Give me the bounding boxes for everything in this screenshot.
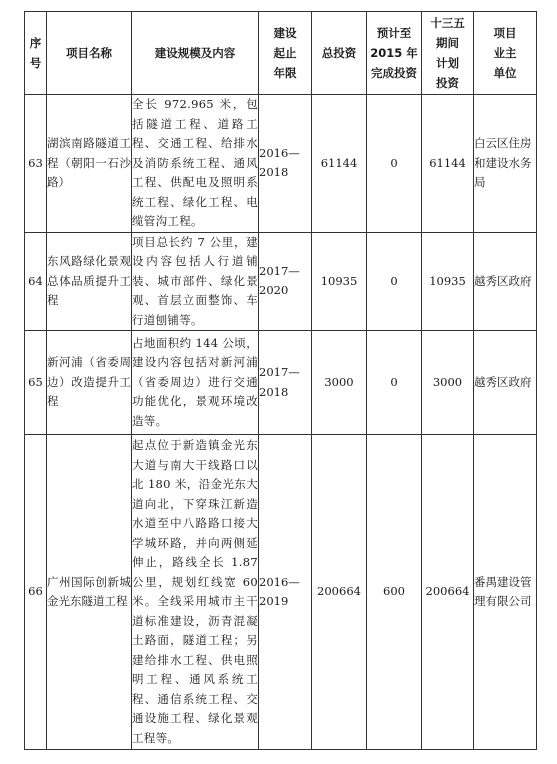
row-plan135: 10935 [422,232,474,331]
row-scope: 起点位于新造镇金光东大道与南大干线路口以北 180 米，沿金光东大道向北，下穿珠江新造水道至中八路路口接大学城环路，并向两侧延伸止，路线全长 1.87 公里，规划红线宽 60 米。全线采用城市主干道标准建设，沥青混凝土路面，隧道工程；另建给排水工程、供电照明工程、通风系统工程、通信系统工程、交通设施工程、绿化景观工程等。 [132,435,259,750]
header-period: 建设 起止 年限 [259,12,312,95]
row-total: 10935 [312,232,367,331]
table-row [25,232,537,331]
row-seq: 66 [25,435,47,750]
row-owner: 越秀区政府 [474,232,537,331]
row-period: 2016— 2019 [259,435,312,750]
row-scope: 占地面积约 144 公顷，建设内容包括对新河浦（省委周边）进行交通功能优化，景观环境改造等。 [132,331,259,435]
row-name: 广州国际创新城金光东隧道工程 [47,435,132,750]
row-est2015: 0 [367,232,422,331]
row-seq: 64 [25,232,47,331]
row-period: 2017— 2020 [259,232,312,331]
header-owner: 项目 业主 单位 [474,12,537,95]
table-row [25,435,537,750]
row-plan135: 200664 [422,435,474,750]
row-owner: 番禺建设管理有限公司 [474,435,537,750]
row-name: 新河浦（省委周边）改造提升工程 [47,331,132,435]
table-row [25,331,537,435]
row-owner: 白云区住房和建设水务局 [474,95,537,233]
row-seq: 65 [25,331,47,435]
row-name: 湖滨南路隧道工程（朝阳一石沙路） [47,95,132,233]
row-total: 3000 [312,331,367,435]
row-period: 2017— 2018 [259,331,312,435]
row-total: 61144 [312,95,367,233]
row-period: 2016— 2018 [259,95,312,233]
row-est2015: 0 [367,95,422,233]
row-est2015: 0 [367,331,422,435]
header-name: 项目名称 [47,12,132,95]
header-total: 总投资 [312,12,367,95]
row-est2015: 600 [367,435,422,750]
header-scope: 建设规模及内容 [132,12,259,95]
header-row [25,12,537,95]
row-scope: 项目总长约 7 公里，建设内容包括人行道铺装、城市部件、绿化景观、首层立面整饰、车行道刨铺等。 [132,232,259,331]
header-plan135: 十三五 期间 计划 投资 [422,12,474,95]
row-plan135: 3000 [422,331,474,435]
header-seq: 序 号 [25,12,47,95]
projects-table [24,11,537,750]
row-scope: 全长 972.965 米，包括隧道工程、道路工程、交通工程、给排水及消防系统工程、通风工程、供配电及照明系统工程、绿化工程、电缆管沟工程。 [132,95,259,233]
row-plan135: 61144 [422,95,474,233]
row-total: 200664 [312,435,367,750]
table-row [25,95,537,233]
row-name: 东风路绿化景观总体品质提升工程 [47,232,132,331]
header-est2015: 预计至 2015 年 完成投资 [367,12,422,95]
row-owner: 越秀区政府 [474,331,537,435]
row-seq: 63 [25,95,47,233]
